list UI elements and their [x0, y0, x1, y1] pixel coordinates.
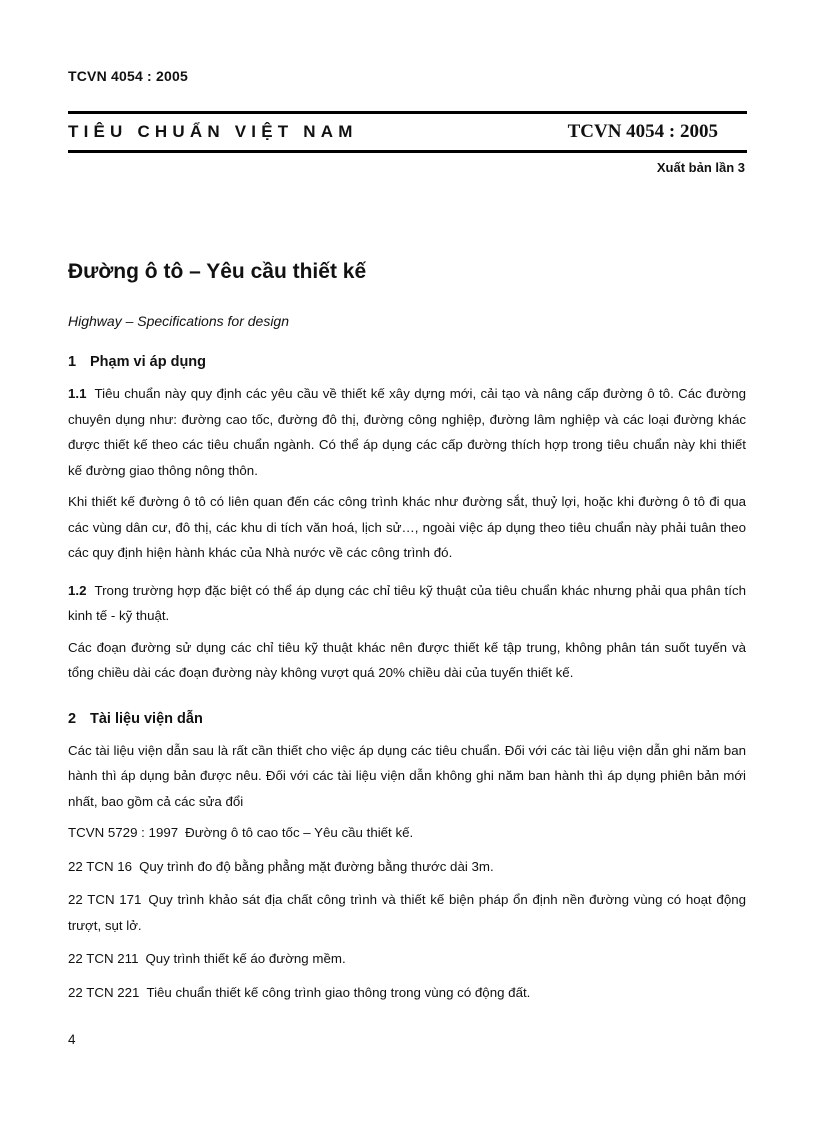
- section-number: 1: [68, 354, 77, 370]
- document-body: [68, 351, 746, 1013]
- page-number: 4: [68, 1032, 76, 1047]
- reference-title: Tiêu chuẩn thiết kế công trình giao thông trong vùng có động đất.: [146, 984, 531, 1000]
- reference-title: Đường ô tô cao tốc – Yêu cầu thiết kế.: [185, 825, 414, 840]
- document-title: Đường ô tô – Yêu cầu thiết kế: [68, 260, 367, 283]
- reference-title: Quy trình đo độ bằng phẳng mặt đường bằng thước dài 3m.: [139, 858, 494, 874]
- reference-code: 22 TCN 211: [68, 951, 139, 966]
- paragraph: Các đoạn đường sử dụng các chỉ tiêu kỹ thuật khác nên được thiết kế tập trung, không phân tán suốt tuyến và tổng chiều dài các đoạn đường này không vượt quá 20% chiều dài của tuyến thiết kế.: [68, 639, 746, 680]
- banner-top-rule: [68, 111, 747, 114]
- reference-code: TCVN 5729 : 1997: [68, 825, 179, 840]
- clause-number: 1.1: [68, 386, 87, 401]
- standard-banner-label: TIÊU CHUẨN VIỆT NAM: [68, 122, 358, 141]
- reference-item: [68, 854, 746, 880]
- reference-title: Quy trình thiết kế áo đường mềm.: [145, 951, 346, 966]
- running-head: TCVN 4054 : 2005: [68, 68, 188, 84]
- clause-1-1: [68, 381, 746, 483]
- reference-code: 22 TCN 16: [68, 858, 133, 874]
- reference-code: 22 TCN 221: [68, 984, 140, 1000]
- section-title: Phạm vi áp dụng: [90, 354, 207, 370]
- reference-code: 22 TCN 171: [68, 892, 142, 907]
- section-number: 2: [68, 710, 77, 727]
- edition-note: Xuất bản lần 3: [656, 160, 745, 175]
- section-heading-references: [68, 708, 746, 730]
- banner-bottom-rule: [68, 150, 747, 153]
- section-heading-scope: [68, 351, 746, 373]
- document-subtitle: Highway – Specifications for design: [68, 313, 290, 329]
- clause-number: 1.2: [68, 582, 87, 598]
- paragraph: Khi thiết kế đường ô tô có liên quan đến các công trình khác như đường sắt, thuỷ lợi, hoặc khi đường ô tô đi qua các vùng dân cư, đô thị, các khu di tích văn hoá, lịch sử…, ngoài việc áp dụng theo tiêu chuẩn này phải tuân theo các quy định hiện hành khác của Nhà nước về các công trình đó.: [68, 494, 746, 560]
- standard-banner-code: TCVN 4054 : 2005: [567, 121, 718, 142]
- reference-item: [68, 946, 746, 972]
- section-title: Tài liệu viện dẫn: [90, 710, 203, 727]
- reference-item: [68, 820, 746, 846]
- reference-title: Quy trình khảo sát địa chất công trình và thiết kế biện pháp ổn định nền đường vùng có hoạt động trượt, sụt lở.: [68, 892, 747, 933]
- paragraph: Các tài liệu viện dẫn sau là rất cần thiết cho việc áp dụng các tiêu chuẩn. Đối với các tài liệu viện dẫn ghi năm ban hành thì áp dụng bản được nêu. Đối với các tài liệu viện dẫn không ghi năm ban hành thì áp dụng phiên bản mới nhất, bao gồm cả các sửa đổi: [68, 742, 746, 809]
- clause-text: Trong trường hợp đặc biệt có thể áp dụng các chỉ tiêu kỹ thuật của tiêu chuẩn khác nhưng phải qua phân tích kinh tế - kỹ thuật.: [68, 582, 746, 623]
- reference-item: [68, 887, 746, 938]
- clause-text: Tiêu chuẩn này quy định các yêu cầu về thiết kế xây dựng mới, cải tạo và nâng cấp đường ô tô. Các đường chuyên dụng như: đường cao tốc, đường đô thị, đường công nghiệp, đường lâm nghiệp và các loại đường khác được thiết kế theo các tiêu chuẩn ngành. Có thể áp dụng các cấp đường thích hợp trong tiêu chuẩn này khi thiết kế đường giao thông nông thôn.: [68, 386, 746, 478]
- reference-item: [68, 980, 746, 1006]
- clause-1-2: [68, 578, 746, 629]
